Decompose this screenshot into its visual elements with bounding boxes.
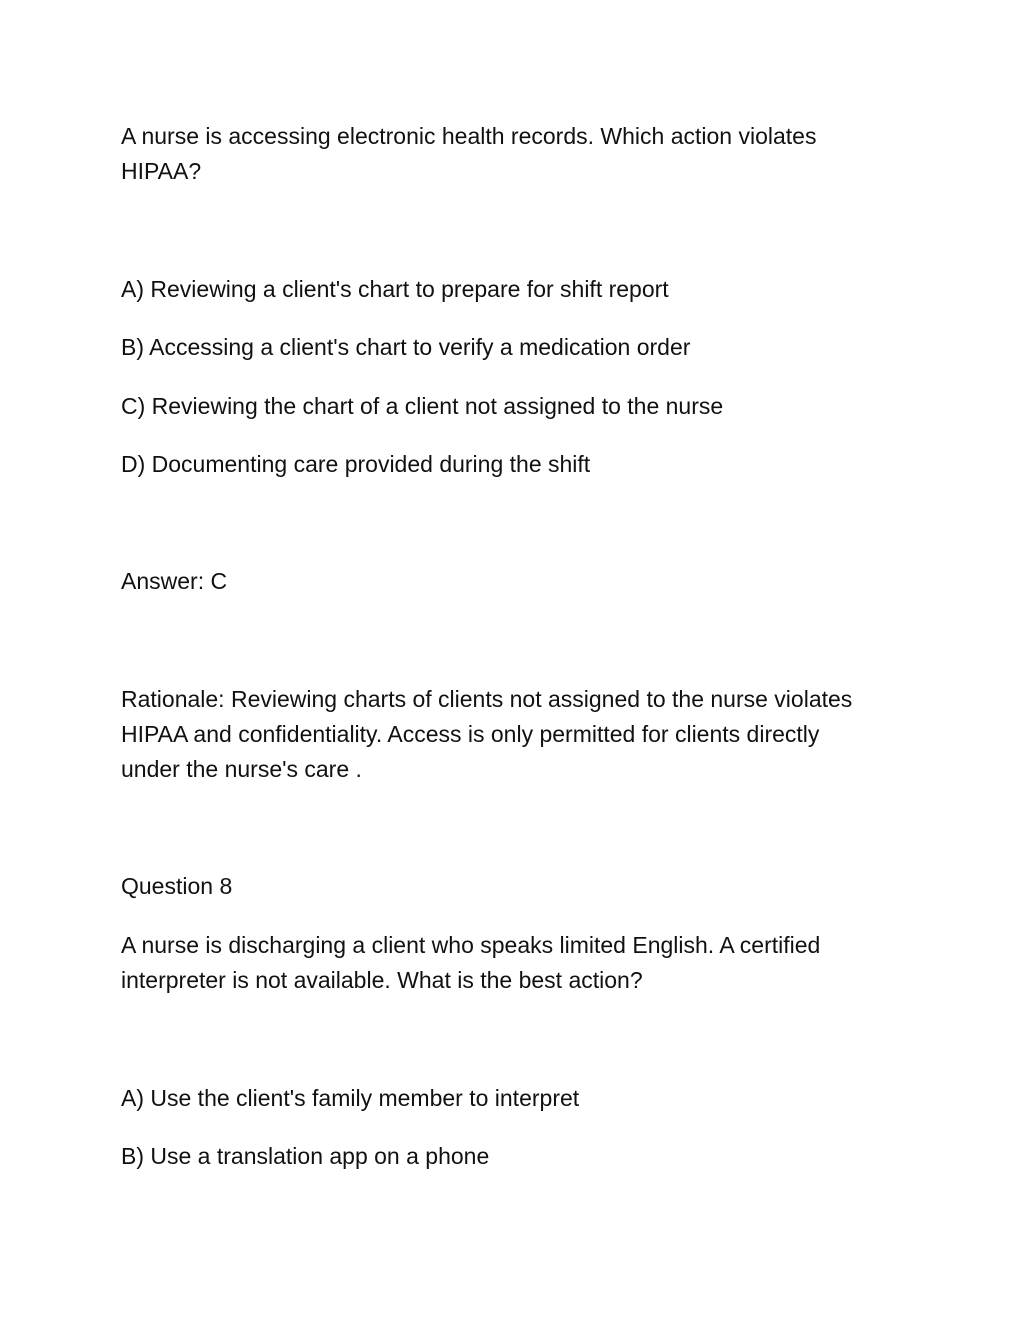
question-7-answer: Answer: C xyxy=(121,568,228,594)
question-7-option-d: D) Documenting care provided during the shift xyxy=(121,451,591,477)
question-7-rationale-line-3: under the nurse's care . xyxy=(121,756,362,782)
question-8-heading: Question 8 xyxy=(121,873,233,899)
question-7-option-b: B) Accessing a client's chart to verify a medication order xyxy=(121,334,691,360)
question-7-option-c: C) Reviewing the chart of a client not assigned to the nurse xyxy=(121,393,724,419)
question-7-rationale xyxy=(121,682,911,787)
question-8-option-b: B) Use a translation app on a phone xyxy=(121,1143,490,1169)
question-8-option-a: A) Use the client's family member to interpret xyxy=(121,1085,580,1111)
question-7-stem xyxy=(121,119,911,189)
question-7-stem-line-1: A nurse is accessing electronic health records. Which action violates xyxy=(121,123,817,149)
question-8-stem-line-2: interpreter is not available. What is the best action? xyxy=(121,967,643,993)
question-7-option-a: A) Reviewing a client's chart to prepare for shift report xyxy=(121,276,669,302)
question-8-stem xyxy=(121,928,911,998)
question-7-rationale-line-1: Rationale: Reviewing charts of clients not assigned to the nurse violates xyxy=(121,686,853,712)
question-7-rationale-line-2: HIPAA and confidentiality. Access is only permitted for clients directly xyxy=(121,721,820,747)
question-8-stem-line-1: A nurse is discharging a client who speaks limited English. A certified xyxy=(121,932,821,958)
question-7-stem-line-2: HIPAA? xyxy=(121,158,202,184)
